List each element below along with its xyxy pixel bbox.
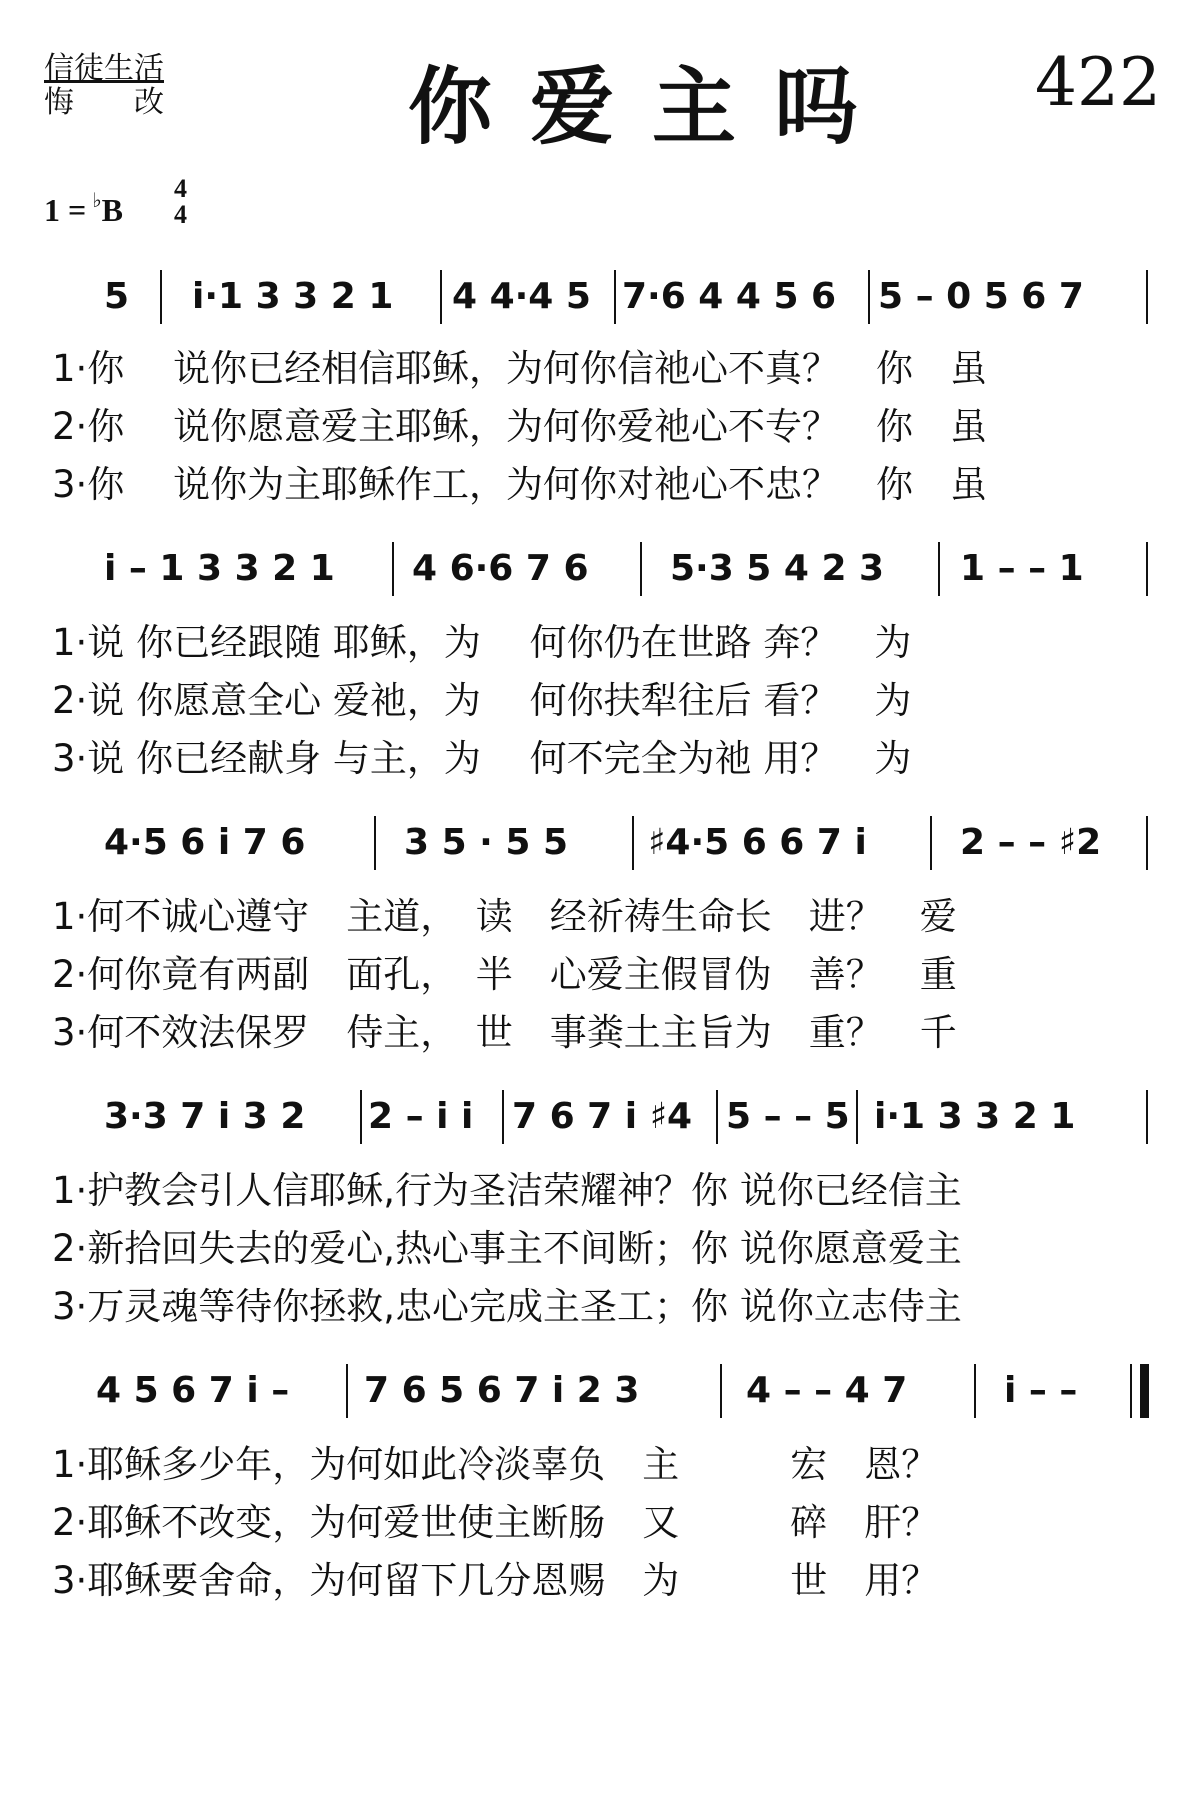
barline <box>360 1090 362 1144</box>
page-title: 你爱主吗 <box>408 57 897 156</box>
lyric-line: 2·说 你愿意全心 爱祂，为 何你扶犁往后 看？ 为 <box>52 679 912 722</box>
barline <box>346 1364 348 1418</box>
barline <box>160 270 162 324</box>
lyric-line: 1·说 你已经跟随 耶稣，为 何你仍在世路 奔？ 为 <box>52 621 912 664</box>
barline <box>640 542 642 596</box>
barline <box>1146 816 1148 870</box>
barline <box>1146 270 1148 324</box>
source-label: 信徒生活 <box>44 51 164 86</box>
lyric-line: 2·耶稣不改变，为何爱世使主断肠 又 碎 肝？ <box>52 1501 939 1544</box>
hymn-category <box>44 52 164 120</box>
lyric-line: 3·你 说你为主耶稣作工，为何你对祂心不忠？ 你 虽 <box>52 463 988 506</box>
music-line-3: 4·5 6 i 7 6 3 5 · 5 5 ♯4·5 6 6 7 i 2 – – ♯2 <box>0 814 1200 874</box>
key-signature <box>44 188 123 229</box>
barline <box>856 1090 858 1144</box>
lyric-line: 3·何不效法保罗 侍主， 世 事粪土主旨为 重？ 千 <box>52 1011 957 1054</box>
barline <box>938 542 940 596</box>
lyric-line: 3·万灵魂等待你拯救,忠心完成主圣工；你 说你立志侍主 <box>52 1285 962 1328</box>
lyric-line: 2·新拾回失去的爱心,热心事主不间断；你 说你愿意爱主 <box>52 1227 962 1270</box>
key-prefix: 1 = <box>44 192 87 228</box>
barline <box>502 1090 504 1144</box>
barline <box>974 1364 976 1418</box>
time-signature-top: 4 <box>174 174 187 203</box>
lyric-line: 1·护教会引人信耶稣,行为圣洁荣耀神？你 说你已经信主 <box>52 1169 962 1212</box>
lyric-line: 2·何你竟有两副 面孔， 半 心爱主假冒伪 善？ 重 <box>52 953 957 996</box>
lyric-line: 2·你 说你愿意爱主耶稣，为何你爱祂心不专？ 你 虽 <box>52 405 988 448</box>
time-signature <box>174 176 187 228</box>
barline <box>1130 1364 1132 1418</box>
lyric-line: 3·耶稣要舍命，为何留下几分恩赐 为 世 用？ <box>52 1559 939 1602</box>
lyric-line: 1·耶稣多少年，为何如此冷淡辜负 主 宏 恩？ <box>52 1443 939 1486</box>
barline <box>868 270 870 324</box>
final-barline <box>1140 1364 1149 1418</box>
barline <box>632 816 634 870</box>
barline <box>1146 1090 1148 1144</box>
barline <box>930 816 932 870</box>
category-label: 悔 改 <box>44 85 164 120</box>
lyric-line: 3·说 你已经献身 与主，为 何不完全为祂 用？ 为 <box>52 737 912 780</box>
barline <box>374 816 376 870</box>
music-line-2: i – 1 3 3 2 1 4 6·6 7 6 5·3 5 4 2 3 1 – – 1 <box>0 540 1200 600</box>
barline <box>720 1364 722 1418</box>
lyric-line: 1·你 说你已经相信耶稣，为何你信祂心不真？ 你 虽 <box>52 347 988 390</box>
music-line-1: 5 i·1 3 3 2 1 4 4·4 5 7·6 4 4 5 6 5 – 0 5 6 7 <box>0 268 1200 328</box>
lyric-line: 1·何不诚心遵守 主道， 读 经祈祷生命长 进？ 爱 <box>52 895 957 938</box>
flat-sign: ♭ <box>92 190 102 212</box>
time-signature-bottom: 4 <box>174 200 187 229</box>
music-line-5: 4 5 6 7 i – 7 6 5 6 7 i 2 3 4 – – 4 7 i – – <box>0 1362 1200 1422</box>
barline <box>614 270 616 324</box>
key-note: B <box>101 192 124 228</box>
barline <box>440 270 442 324</box>
hymn-number: 422 <box>1035 44 1161 121</box>
barline <box>1146 542 1148 596</box>
barline <box>716 1090 718 1144</box>
music-line-4: 3·3 7 i 3 2 2 – i i 7 6 7 i ♯4 5 – – 5 i·1 3 3 2 1 <box>0 1088 1200 1148</box>
barline <box>392 542 394 596</box>
